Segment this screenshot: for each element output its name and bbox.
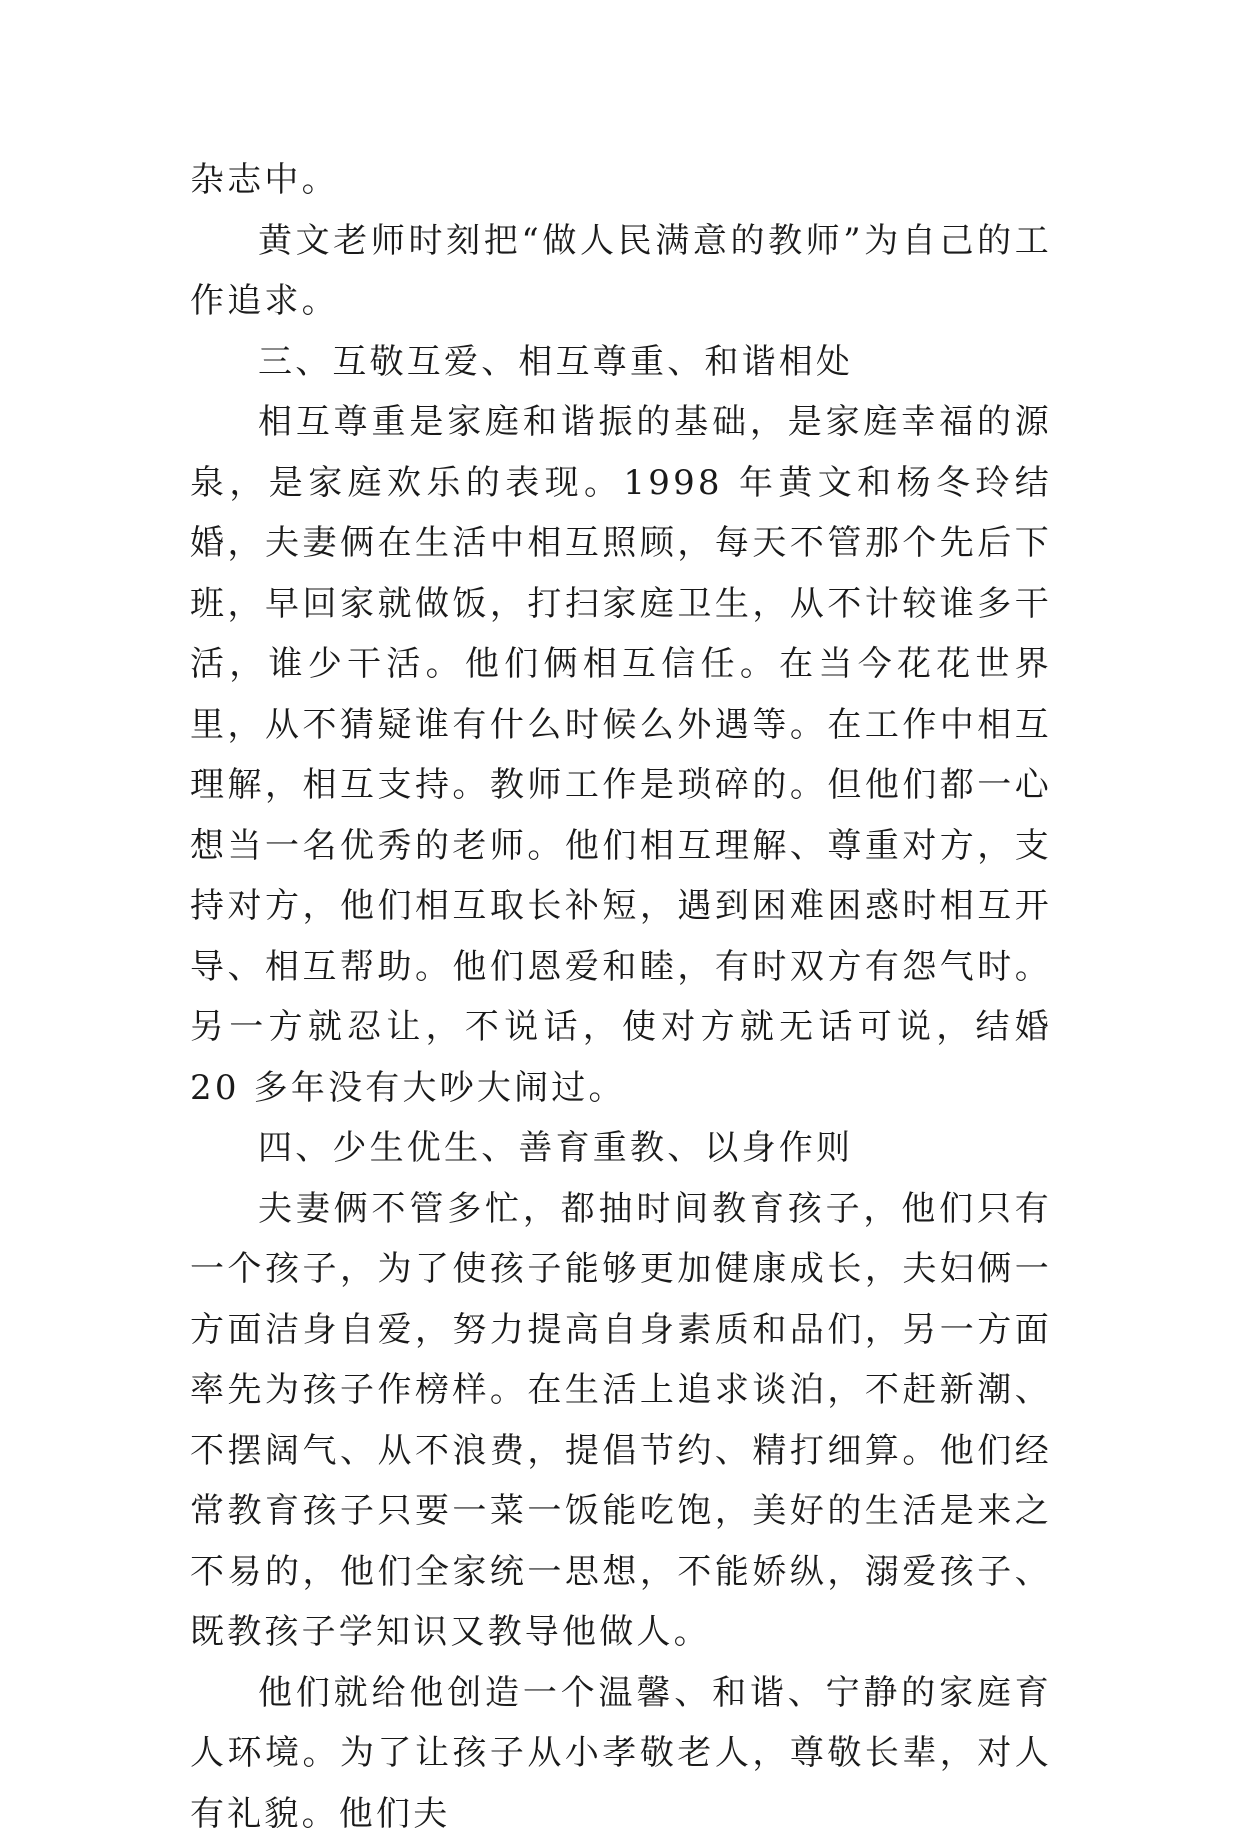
document-body xyxy=(190,150,1052,1844)
paragraph-teacher-goal: 黄文老师时刻把“做人民满意的教师”为自己的工作追求。 xyxy=(190,211,1052,332)
paragraph-continuation: 杂志中。 xyxy=(190,150,1052,211)
section-heading-3: 三、互敬互爱、相互尊重、和谐相处 xyxy=(190,332,1052,393)
paragraph-child-education: 夫妻俩不管多忙，都抽时间教育孩子，他们只有一个孩子，为了使孩子能够更加健康成长，夫妇俩一方面洁身自爱，努力提高自身素质和品们，另一方面率先为孩子作榜样。在生活上追求谈泊，不赶新潮、不摆阔气、从不浪费，提倡节约、精打细算。他们经常教育孩子只要一菜一饭能吃饱，美好的生活是来之不易的，他们全家统一思想，不能娇纵，溺爱孩子、既教孩子学知识又教导他做人。 xyxy=(190,1179,1052,1663)
section-heading-4: 四、少生优生、善育重教、以身作则 xyxy=(190,1118,1052,1179)
paragraph-mutual-respect: 相互尊重是家庭和谐振的基础，是家庭幸福的源泉，是家庭欢乐的表现。1998 年黄文和杨冬玲结婚，夫妻俩在生活中相互照顾，每天不管那个先后下班，早回家就做饭，打扫家庭卫生，从不计较谁多干活，谁少干活。他们俩相互信任。在当今花花世界里，从不猜疑谁有什么时候么外遇等。在工作中相互理解，相互支持。教师工作是琐碎的。但他们都一心想当一名优秀的老师。他们相互理解、尊重对方，支持对方，他们相互取长补短，遇到困难困惑时相互开导、相互帮助。他们恩爱和睦，有时双方有怨气时。另一方就忍让，不说话，使对方就无话可说，结婚 20 多年没有大吵大闹过。 xyxy=(190,392,1052,1118)
paragraph-family-environment: 他们就给他创造一个温馨、和谐、宁静的家庭育人环境。为了让孩子从小孝敬老人，尊敬长辈，对人有礼貌。他们夫 xyxy=(190,1663,1052,1844)
